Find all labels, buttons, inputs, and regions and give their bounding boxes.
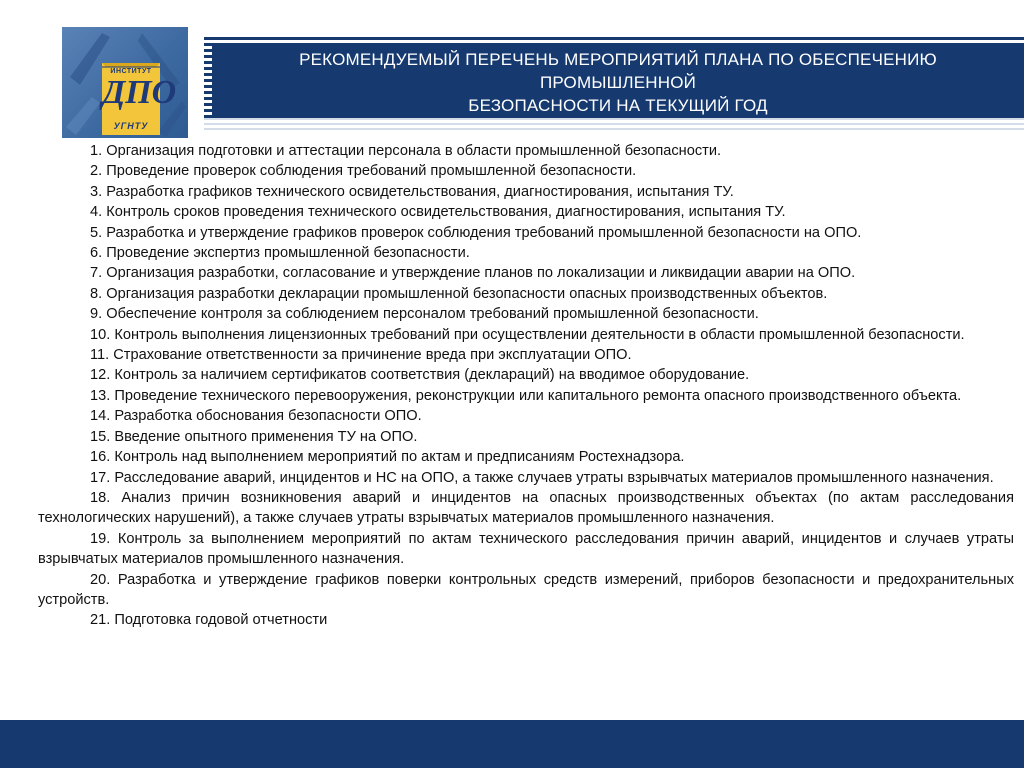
list-item: 13. Проведение технического перевооружения, реконструкции или капитального ремонта опасного производственного объекта.	[90, 387, 962, 404]
logo-text-main: ДПО	[102, 74, 177, 111]
logo-text-top: ИНСТИТУТ	[110, 68, 152, 75]
footer-band	[0, 720, 1024, 768]
list-item: 18. Анализ причин возникновения аварий и инцидентов на опасных производственных объектах (по актам расследования технологических нарушений), а также случаев утраты взрывчатых материалов промышленного назначения.	[38, 489, 1014, 527]
list-item: 9. Обеспечение контроля за соблюдением персоналом требований промышленной безопасности.	[90, 306, 759, 323]
list-item: 10. Контроль выполнения лицензионных требований при осуществлении деятельности в области промышленной безопасности.	[90, 326, 965, 343]
list-item: 19. Контроль за выполнением мероприятий по актам технического расследования причин аварий, инцидентов и случаев утраты взрывчатых материалов промышленного назначения.	[38, 530, 1014, 568]
list-item: 12. Контроль за наличием сертификатов соответствия (деклараций) на вводимое оборудование.	[90, 367, 750, 384]
list-item: 5. Разработка и утверждение графиков проверок соблюдения требований промышленной безопасности на ОПО.	[90, 224, 862, 241]
list-item: 17. Расследование аварий, инцидентов и НС на ОПО, а также случаев утраты взрывчатых материалов промышленного назначения.	[90, 469, 994, 486]
page-title-line-1: РЕКОМЕНДУЕМЫЙ ПЕРЕЧЕНЬ МЕРОПРИЯТИЙ ПЛАНА ПО ОБЕСПЕЧЕНИЮ ПРОМЫШЛЕННОЙ	[299, 49, 937, 92]
list-item: 14. Разработка обоснования безопасности ОПО.	[90, 408, 422, 425]
list-item: 8. Организация разработки декларации промышленной безопасности опасных производственных объектов.	[90, 285, 828, 302]
header-stripes-light	[204, 118, 1024, 132]
header-bar	[212, 46, 1024, 118]
list-item: 11. Страхование ответственности за причинение вреда при эксплуатации ОПО.	[90, 347, 632, 364]
list-item: 16. Контроль над выполнением мероприятий по актам и предписаниям Ростехнадзора.	[90, 449, 685, 466]
list-item: 2. Проведение проверок соблюдения требований промышленной безопасности.	[90, 163, 637, 180]
list-item: 6. Проведение экспертиз промышленной безопасности.	[90, 245, 470, 262]
list-item: 15. Введение опытного применения ТУ на ОПО.	[90, 428, 418, 445]
list-item: 3. Разработка графиков технического освидетельствования, диагностирования, испытания ТУ.	[90, 183, 734, 200]
page-title-line-2: БЕЗОПАСНОСТИ НА ТЕКУЩИЙ ГОД	[468, 95, 768, 115]
list-item: 4. Контроль сроков проведения технического освидетельствования, диагностирования, испытания ТУ.	[90, 204, 786, 221]
list-item: 1. Организация подготовки и аттестации персонала в области промышленной безопасности.	[90, 143, 722, 159]
logo-text-bottom: УГНТУ	[113, 121, 149, 131]
list-item: 21. Подготовка годовой отчетности	[90, 612, 328, 629]
institute-logo	[62, 27, 188, 138]
list-item: 20. Разработка и утверждение графиков поверки контрольных средств измерений, приборов безопасности и предохранительных устройств.	[38, 571, 1014, 608]
page-title	[223, 48, 1013, 117]
measures-list	[38, 141, 1014, 631]
list-item: 7. Организация разработки, согласование и утверждение планов по локализации и ликвидации аварии на ОПО.	[90, 265, 856, 282]
